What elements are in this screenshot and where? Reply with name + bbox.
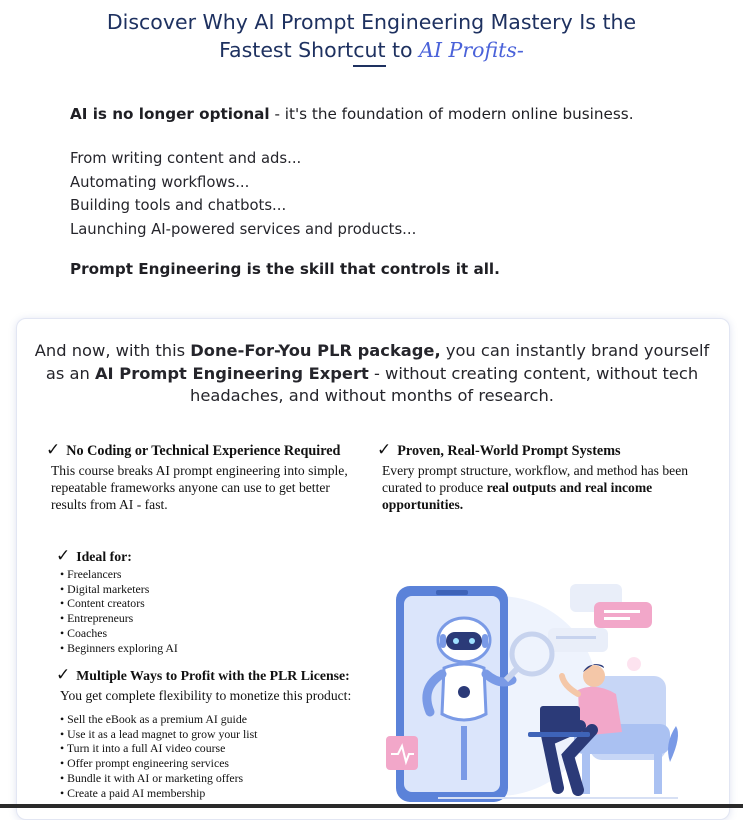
card-lead-bold1: Done-For-You PLR package, — [190, 341, 441, 360]
list-item: • Offer prompt engineering services — [60, 756, 386, 771]
check-icon: ✓ — [56, 546, 71, 565]
ideal-title-text: Ideal for: — [76, 549, 132, 564]
feature-body — [382, 462, 707, 513]
intro-line: Automating workflows... — [70, 173, 250, 191]
card-lead-text-b: you can instantly brand yourself as an — [45, 341, 710, 383]
profit-intro: You get complete flexibility to monetize this product: — [60, 688, 352, 703]
feature-no-coding — [46, 440, 366, 513]
headline-accent: AI Profits — [419, 38, 517, 62]
headline-text-c: to — [385, 38, 420, 62]
intro-bold: AI is no longer optional — [70, 105, 270, 123]
list-item: • Digital marketers — [60, 582, 356, 597]
list-item: • Sell the eBook as a premium AI guide — [60, 712, 386, 727]
headline-line1: Discover Why AI Prompt Engineering Mastery Is the — [106, 10, 637, 34]
list-item: • Turn it into a full AI video course — [60, 741, 386, 756]
check-icon: ✓ — [46, 440, 61, 459]
list-item: • Beginners exploring AI — [60, 641, 356, 656]
laptop-icon — [540, 706, 580, 734]
feature-body: This course breaks AI prompt engineering into simple, repeatable frameworks anyone can use to get better results from AI - fast. — [51, 463, 348, 512]
intro-line: Launching AI-powered services and products... — [70, 220, 417, 238]
chat-bubble-icon — [548, 628, 608, 652]
list-item: • Create a paid AI membership — [60, 786, 386, 801]
check-icon: ✓ — [377, 440, 392, 459]
list-item: • Use it as a lead magnet to grow your list — [60, 727, 386, 742]
headline-text-a: Fastest Short — [219, 38, 354, 62]
page-headline — [0, 8, 743, 64]
feature-proven-systems — [377, 440, 707, 513]
list-item: • Coaches — [60, 626, 356, 641]
heart-icon — [627, 657, 641, 671]
feature-body-bold: real outputs and real income opportunities. — [382, 480, 653, 512]
intro-line: From writing content and ads... — [70, 150, 302, 167]
intro-closing — [70, 260, 500, 278]
feature-title — [377, 440, 707, 460]
check-icon: ✓ — [56, 665, 71, 684]
intro-rest: - it's the foundation of modern online business. — [269, 105, 634, 123]
headline-trail: - — [516, 38, 524, 62]
bottom-divider — [0, 804, 743, 808]
feature-body-text: Every prompt structure, workflow, and method has been curated to produce — [382, 463, 689, 495]
profit-list — [60, 712, 386, 800]
intro-line: Building tools and chatbots... — [70, 197, 287, 214]
ideal-list — [60, 567, 356, 655]
profit-title-text: Multiple Ways to Profit with the PLR License: — [76, 668, 350, 683]
headline-underlined-word: cut — [353, 38, 386, 62]
robot-laptop-illustration — [378, 576, 688, 804]
profit-section — [56, 665, 386, 800]
intro-statement — [70, 105, 634, 123]
headline-line2 — [0, 36, 743, 64]
feature-title-text: Proven, Real-World Prompt Systems — [397, 443, 621, 459]
ideal-title — [56, 546, 356, 566]
card-lead-text-c: - without creating content, without tech headaches, and without months of research. — [190, 363, 699, 405]
feature-title — [46, 440, 366, 460]
feature-title-text: No Coding or Technical Experience Required — [66, 443, 341, 459]
list-item: • Content creators — [60, 596, 356, 611]
card-lead-bold2: AI Prompt Engineering Expert — [94, 363, 369, 383]
intro-lines — [70, 147, 416, 241]
intro-closing-text: Prompt Engineering is the skill that controls it all. — [70, 260, 500, 278]
chat-bubble-icon — [594, 602, 652, 628]
ideal-for-section — [56, 546, 356, 655]
list-item: • Entrepreneurs — [60, 611, 356, 626]
list-item: • Freelancers — [60, 567, 356, 582]
card-lead — [30, 340, 714, 408]
list-item: • Bundle it with AI or marketing offers — [60, 771, 386, 786]
card-lead-text-a: And now, with this — [34, 341, 191, 360]
profit-title — [56, 665, 386, 685]
